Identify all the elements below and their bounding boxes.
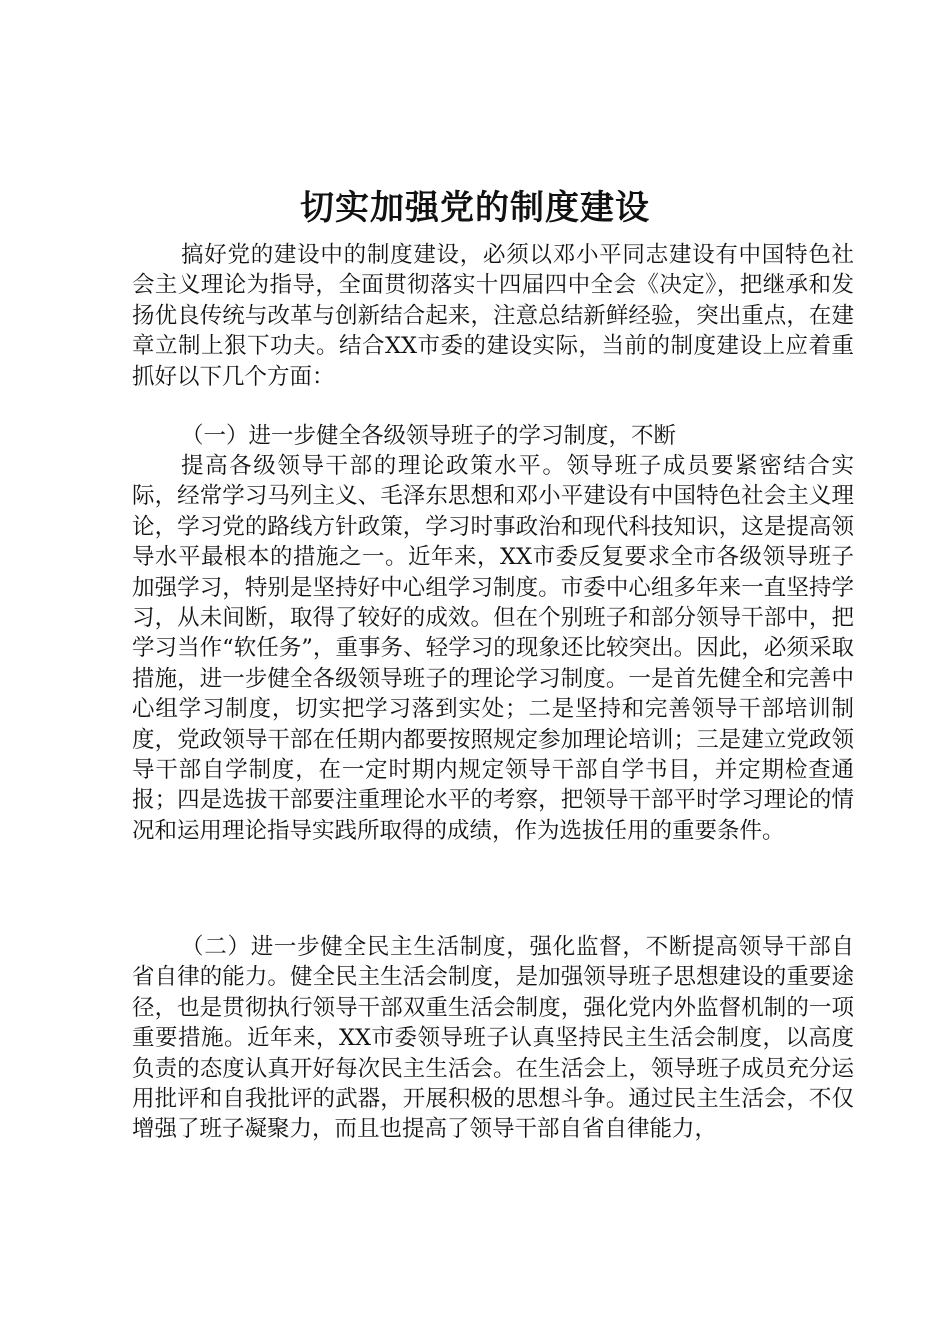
section-two-paragraph: （二）进一步健全民主生活制度，强化监督，不断提高领导干部自省自律的能力。健全民主生活会制度，是加强领导班子思想建设的重要途径，也是贯彻执行领导干部双重生活会制度，强化党内外监督机制的一项重要措施。近年来，XX市委领导班子认真坚持民主生活会制度，以高度负责的态度认真开好每次民主生活会。在生活会上，领导班子成员充分运用批评和自我批评的武器，开展积极的思想斗争。通过民主生活会，不仅增强了班子凝聚力，而且也提高了领导干部自省自律能力， [132, 934, 854, 1143]
document-title: 切实加强党的制度建设 [300, 188, 650, 228]
section-one-paragraph: 提高各级领导干部的理论政策水平。领导班子成员要紧密结合实际，经常学习马列主义、毛泽东思想和邓小平建设有中国特色社会主义理论，学习党的路线方针政策，学习时事政治和现代科技知识，这是提高领导水平最根本的措施之一。近年来，XX市委反复要求全市各级领导班子加强学习，特别是坚持好中心组学习制度。市委中心组多年来一直坚持学习，从未间断，取得了较好的成效。但在个别班子和部分领导干部中，把学习当作“软任务”，重事务、轻学习的现象还比较突出。因此，必须采取措施，进一步健全各级领导班子的理论学习制度。一是首先健全和完善中心组学习制度，切实把学习落到实处；二是坚持和完善领导干部培训制度，党政领导干部在任期内都要按照规定参加理论培训；三是建立党政领导干部自学制度，在一定时期内规定领导干部自学书目，并定期检查通报；四是选拔干部要注重理论水平的考察，把领导干部平时学习理论的情况和运用理论指导实践所取得的成绩，作为选拔任用的重要条件。 [132, 453, 854, 844]
intro-paragraph: 搞好党的建设中的制度建设，必须以邓小平同志建设有中国特色社会主义理论为指导，全面贯彻落实十四届四中全会《决定》，把继承和发扬优良传统与改革与创新结合起来，注意总结新鲜经验，突出重点，在建章立制上狠下功夫。结合XX市委的建设实际，当前的制度建设上应着重抓好以下几个方面： [132, 242, 854, 390]
section-one-heading: （一）进一步健全各级领导班子的学习制度，不断 [181, 423, 677, 449]
